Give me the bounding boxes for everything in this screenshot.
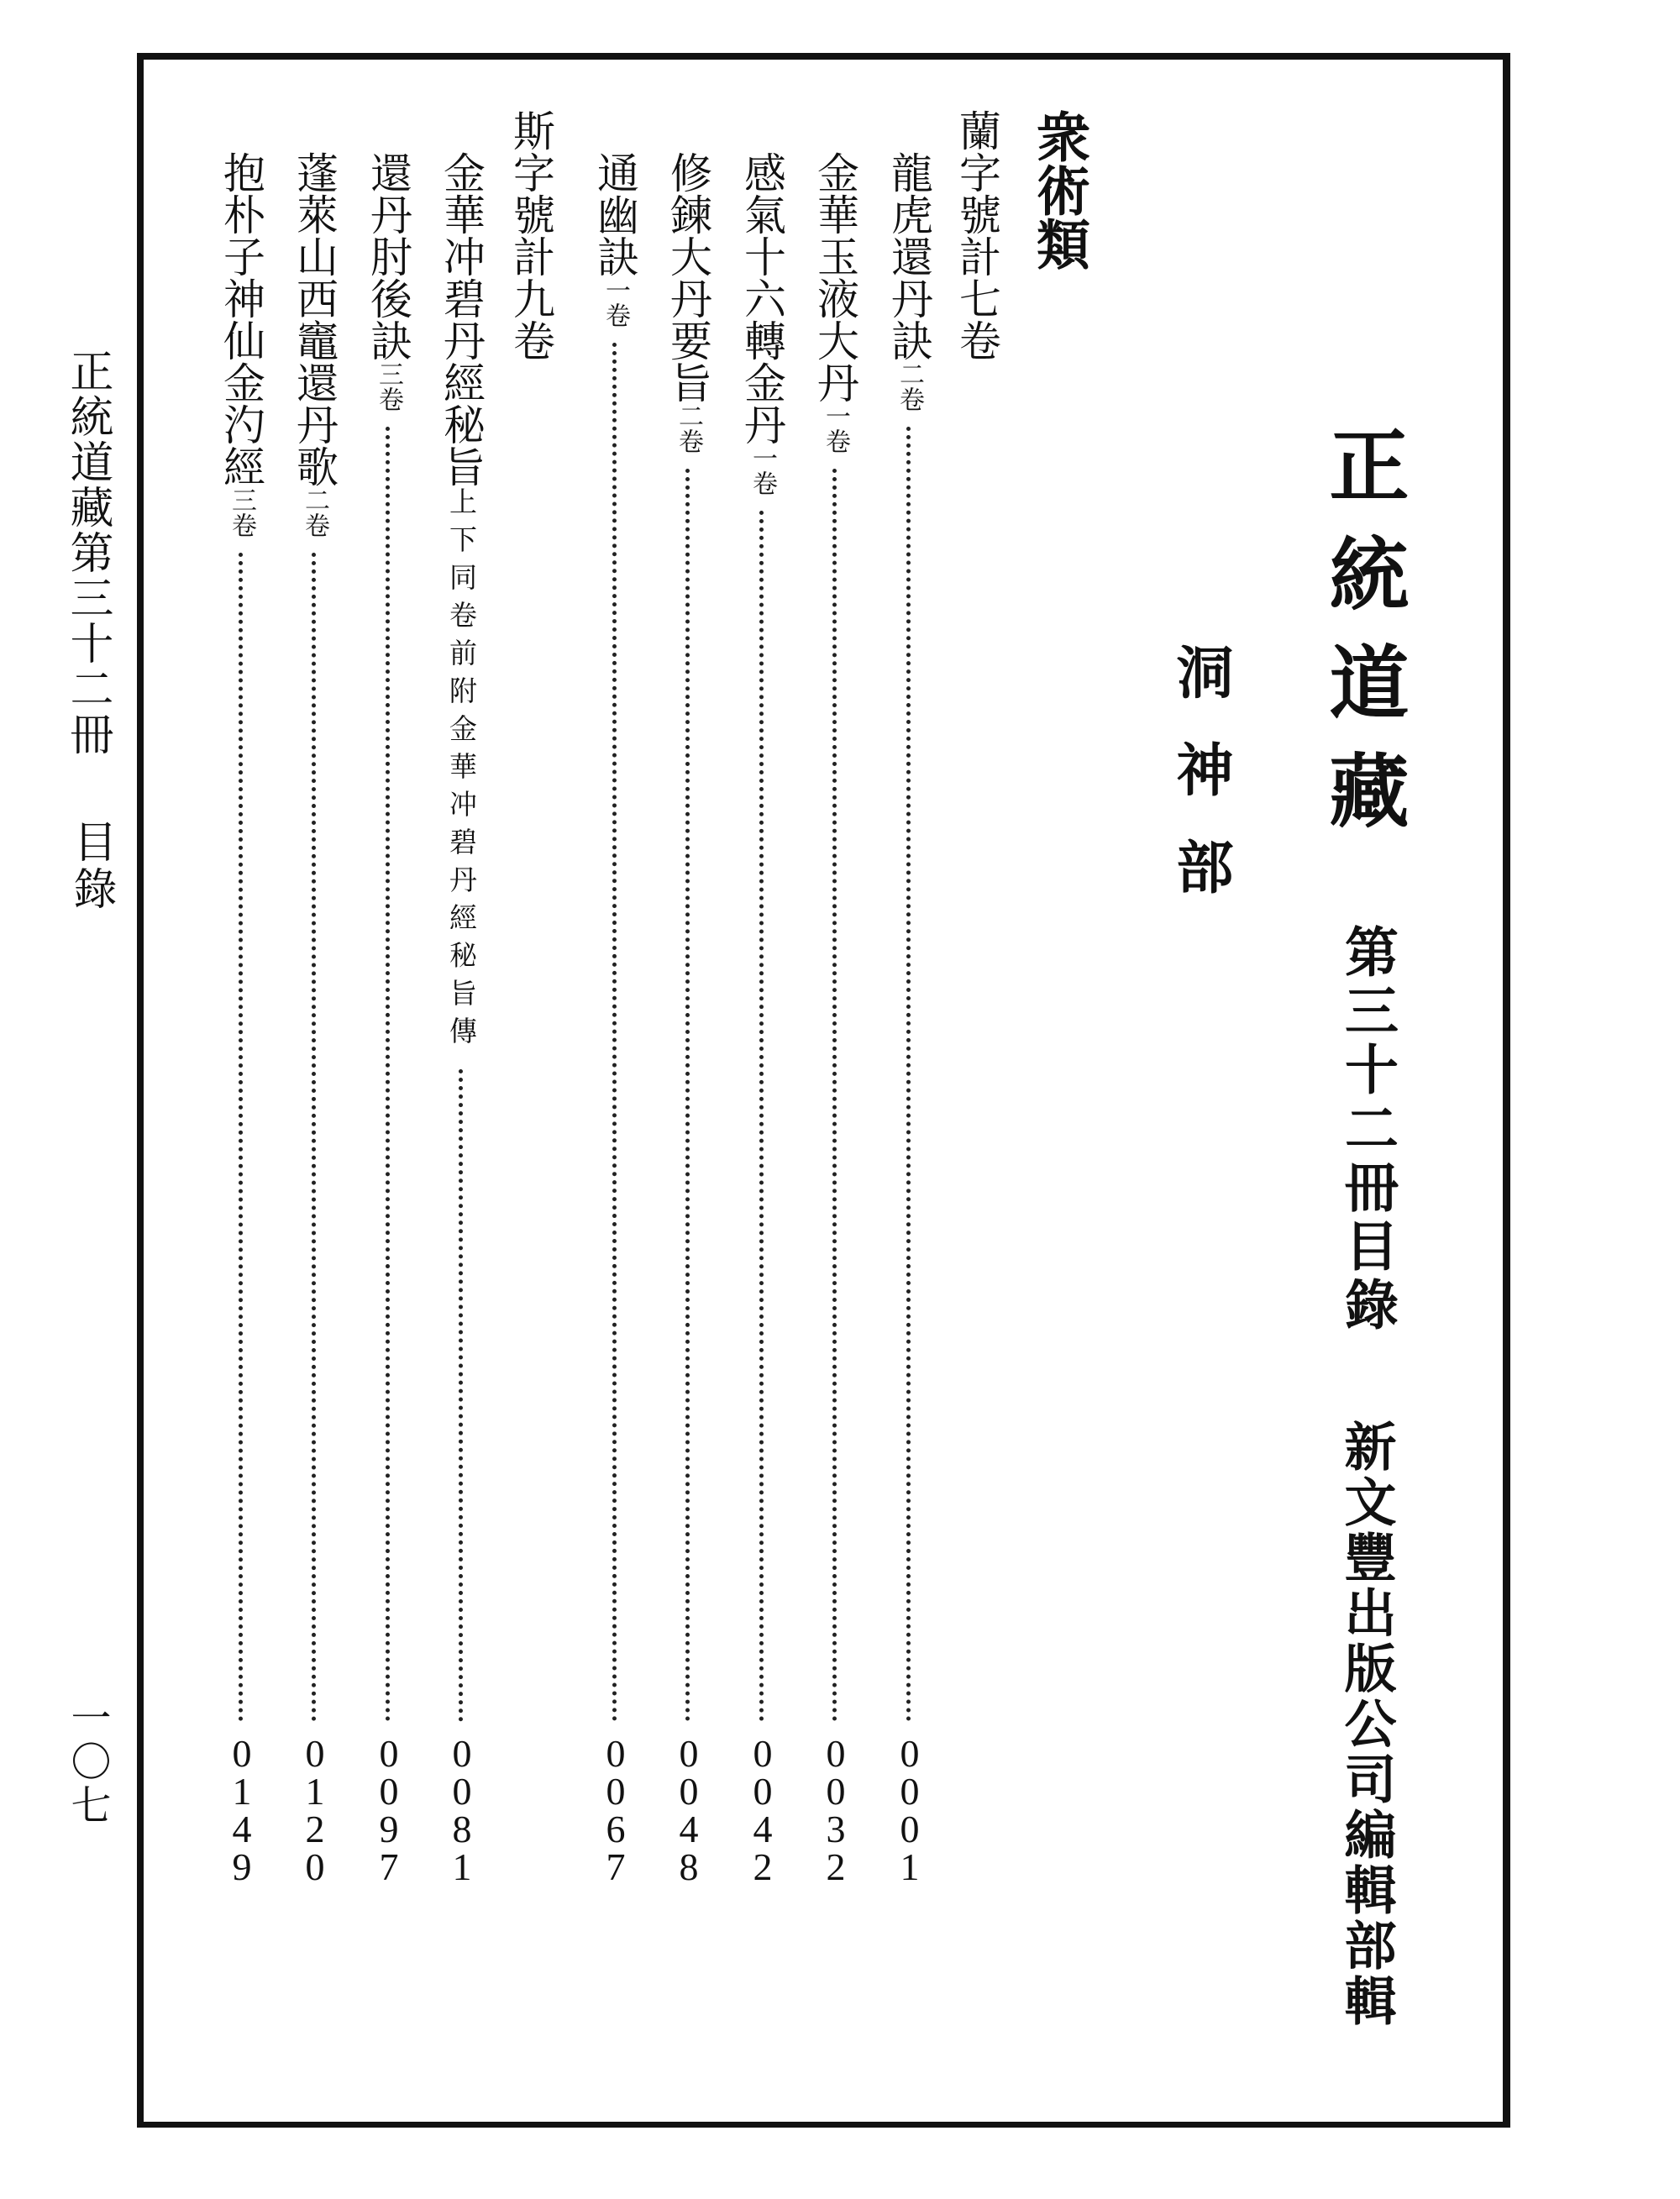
volume-title: 正統道藏 xyxy=(1316,424,1410,858)
toc-entry-title xyxy=(811,151,859,454)
toc-entry-title xyxy=(591,151,639,328)
toc-entry-page: 0 0 4 2 xyxy=(753,1732,773,1888)
toc-entry-volumes: 一卷 xyxy=(601,277,630,328)
toc-entry xyxy=(217,151,267,2058)
dot-leader xyxy=(312,553,316,1722)
toc-entry-name: 金華冲碧丹經秘旨 xyxy=(437,151,486,487)
toc-entry-volumes: 二卷 xyxy=(300,487,329,538)
toc-entry xyxy=(885,151,935,2058)
dot-leader xyxy=(759,511,764,1722)
toc-entry-title xyxy=(217,151,265,538)
toc-entry-page: 0 0 6 7 xyxy=(606,1732,626,1888)
toc-entry-volumes: 三卷 xyxy=(374,361,403,412)
toc-entry xyxy=(591,151,641,2058)
category-heading: 衆術類 xyxy=(1027,109,1090,270)
toc-entry-volumes: 一卷 xyxy=(821,403,850,454)
toc-entry xyxy=(811,151,861,2058)
toc-entry-page: 0 0 0 1 xyxy=(900,1732,920,1888)
toc-entry-title xyxy=(364,151,412,412)
toc-entry-title xyxy=(885,151,933,412)
group-heading: 斯字號計九卷 xyxy=(507,109,555,361)
division-heading: 洞神部 xyxy=(1167,643,1234,935)
toc-entry xyxy=(738,151,788,2058)
toc-entry-volumes: 二卷 xyxy=(674,403,703,454)
toc-entry-page: 0 1 4 9 xyxy=(232,1732,252,1888)
toc-entry xyxy=(664,151,714,2058)
volume-subtitle: 第三十二冊目錄 xyxy=(1336,924,1399,1336)
toc-entry-page: 0 1 2 0 xyxy=(305,1732,325,1888)
toc-entry xyxy=(364,151,414,2058)
toc-entry-title xyxy=(290,151,339,538)
dot-leader xyxy=(685,469,690,1722)
toc-entry-name: 金華玉液大丹 xyxy=(811,151,859,403)
dot-leader xyxy=(386,427,390,1722)
toc-entry-page: 0 0 8 1 xyxy=(452,1732,472,1888)
dot-leader xyxy=(239,553,243,1722)
toc-entry-name: 修鍊大丹要旨 xyxy=(664,151,712,403)
toc-entry xyxy=(290,151,340,2058)
running-title: 正統道藏第三十二冊 xyxy=(62,349,113,757)
toc-entry-name: 還丹肘後訣 xyxy=(364,151,412,361)
toc-entry-title xyxy=(437,151,486,1054)
toc-entry-name: 龍虎還丹訣 xyxy=(885,151,933,361)
toc-entry-page: 0 0 3 2 xyxy=(826,1732,846,1888)
dot-leader xyxy=(832,469,837,1722)
toc-entry-volumes: 三卷 xyxy=(227,487,256,538)
toc-entry-title xyxy=(664,151,712,454)
group-heading: 蘭字號計七卷 xyxy=(953,109,1001,361)
toc-entry-volumes: 二卷 xyxy=(895,361,924,412)
toc-entry-note: 上下同卷前附金華冲碧丹經秘旨傳 xyxy=(445,487,478,1054)
page-number: 一〇七 xyxy=(64,1697,111,1828)
toc-entry-page: 0 0 9 7 xyxy=(379,1732,399,1888)
toc-entry-volumes: 一卷 xyxy=(748,445,777,496)
toc-entry-name: 抱朴子神仙金汋經 xyxy=(217,151,265,487)
running-section: 目錄 xyxy=(66,819,116,913)
toc-entry-name: 感氣十六轉金丹 xyxy=(738,151,786,445)
dot-leader xyxy=(906,427,911,1722)
toc-entry xyxy=(437,151,487,2058)
toc-entry-page: 0 0 4 8 xyxy=(679,1732,699,1888)
toc-entry-title xyxy=(738,151,786,496)
editor-credit: 新文豐出版公司編輯部輯 xyxy=(1336,1420,1397,2029)
toc-entry-name: 蓬萊山西竈還丹歌 xyxy=(290,151,339,487)
dot-leader xyxy=(459,1069,463,1722)
dot-leader xyxy=(612,343,617,1722)
toc-entry-name: 通幽訣 xyxy=(591,151,639,277)
